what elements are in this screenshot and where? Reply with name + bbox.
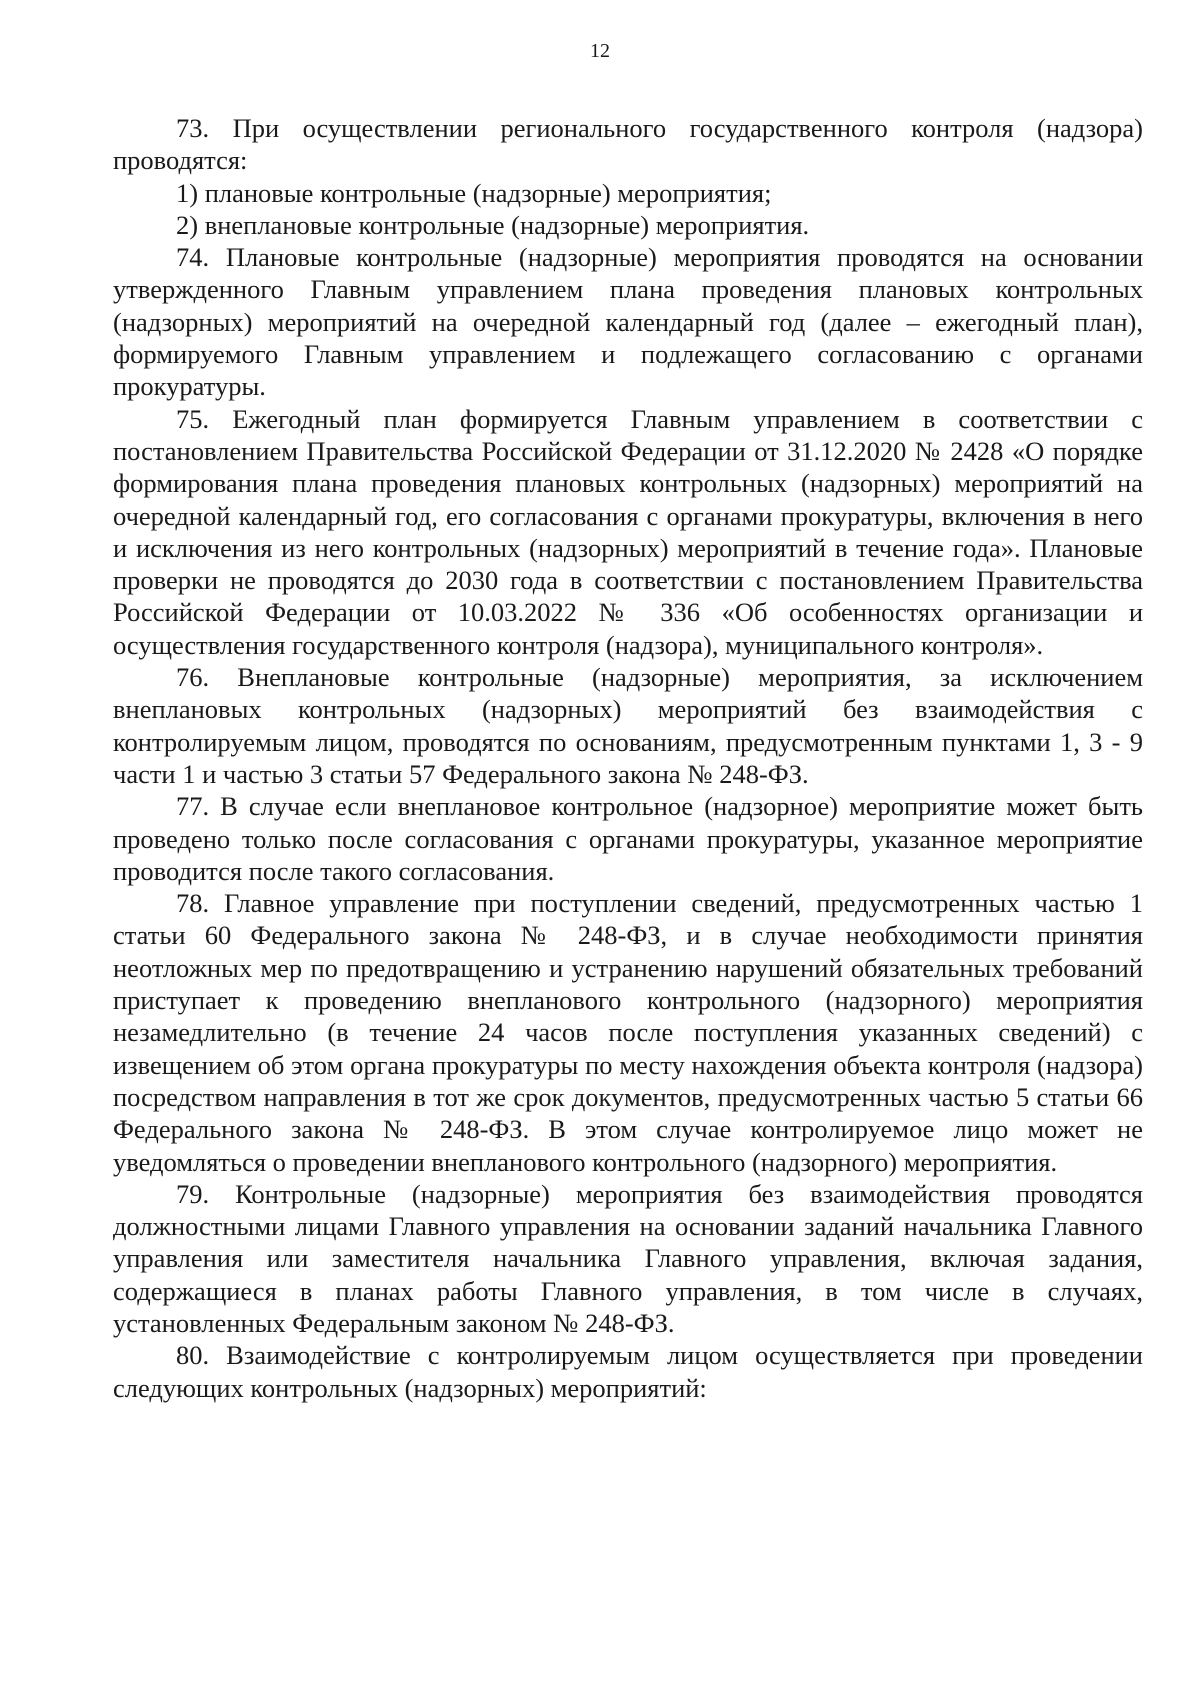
paragraph-76: 76. Внеплановые контрольные (надзорные) мероприятия, за исключением внеплановых контрольных (надзорных) мероприятий без взаимодействия с контролируемым лицом, проводятся по основаниям, предусмотренным пунктами 1, 3 - 9 части 1 и частью 3 статьи 57 Федерального закона № 248-ФЗ. [113, 662, 1143, 789]
list-item-2: 2) внеплановые контрольные (надзорные) мероприятия. [176, 209, 810, 240]
paragraph-74: 74. Плановые контрольные (надзорные) мероприятия проводятся на основании утвержденного Главным управлением плана проведения плановых контрольных (надзорных) мероприятий на очередной календарный год (далее – ежегодный план), формируемого Главным управлением и подлежащего согласованию с органами прокуратуры. [113, 242, 1143, 402]
paragraph-73: 73. При осуществлении регионального государственного контроля (надзора) проводятся: [113, 113, 1143, 176]
paragraph-80: 80. Взаимодействие с контролируемым лицом осуществляется при проведении следующих контрольных (надзорных) мероприятий: [113, 1340, 1143, 1403]
document-body [113, 112, 1143, 1404]
paragraph-75: 75. Ежегодный план формируется Главным управлением в соответствии с постановлением Правительства Российской Федерации от 31.12.2020 № 2428 «О порядке формирования плана проведения плановых контрольных (надзорных) мероприятий на очередной календарный год, его согласования с органами прокуратуры, включения в него и исключения из него контрольных (надзорных) мероприятий в течение года». Плановые проверки не проводятся до 2030 года в соответствии с постановлением Правительства Российской Федерации от 10.03.2022 № 336 «Об особенностях организации и осуществления государственного контроля (надзора), муниципального контроля». [113, 403, 1143, 660]
paragraph-79: 79. Контрольные (надзорные) мероприятия без взаимодействия проводятся должностными лицами Главного управления на основании заданий начальника Главного управления или заместителя начальника Главного управления, включая задания, содержащиеся в планах работы Главного управления, в том числе в случаях, установленных Федеральным законом № 248-ФЗ. [113, 1178, 1143, 1338]
paragraph-77: 77. В случае если внеплановое контрольное (надзорное) мероприятие может быть проведено только после согласования с органами прокуратуры, указанное мероприятие проводится после такого согласования. [113, 791, 1143, 886]
paragraph-78: 78. Главное управление при поступлении сведений, предусмотренных частью 1 статьи 60 Федерального закона № 248-ФЗ, и в случае необходимости принятия неотложных мер по предотвращению и устранению нарушений обязательных требований приступает к проведению внепланового контрольного (надзорного) мероприятия незамедлительно (в течение 24 часов после поступления указанных сведений) с извещением об этом органа прокуратуры по месту нахождения объекта контроля (надзора) посредством направления в тот же срок документов, предусмотренных частью 5 статьи 66 Федерального закона № 248-ФЗ. В этом случае контролируемое лицо может не уведомляться о проведении внепланового контрольного (надзорного) мероприятия. [113, 888, 1143, 1177]
page-number: 12 [590, 40, 610, 62]
list-item-1: 1) плановые контрольные (надзорные) мероприятия; [176, 177, 772, 208]
